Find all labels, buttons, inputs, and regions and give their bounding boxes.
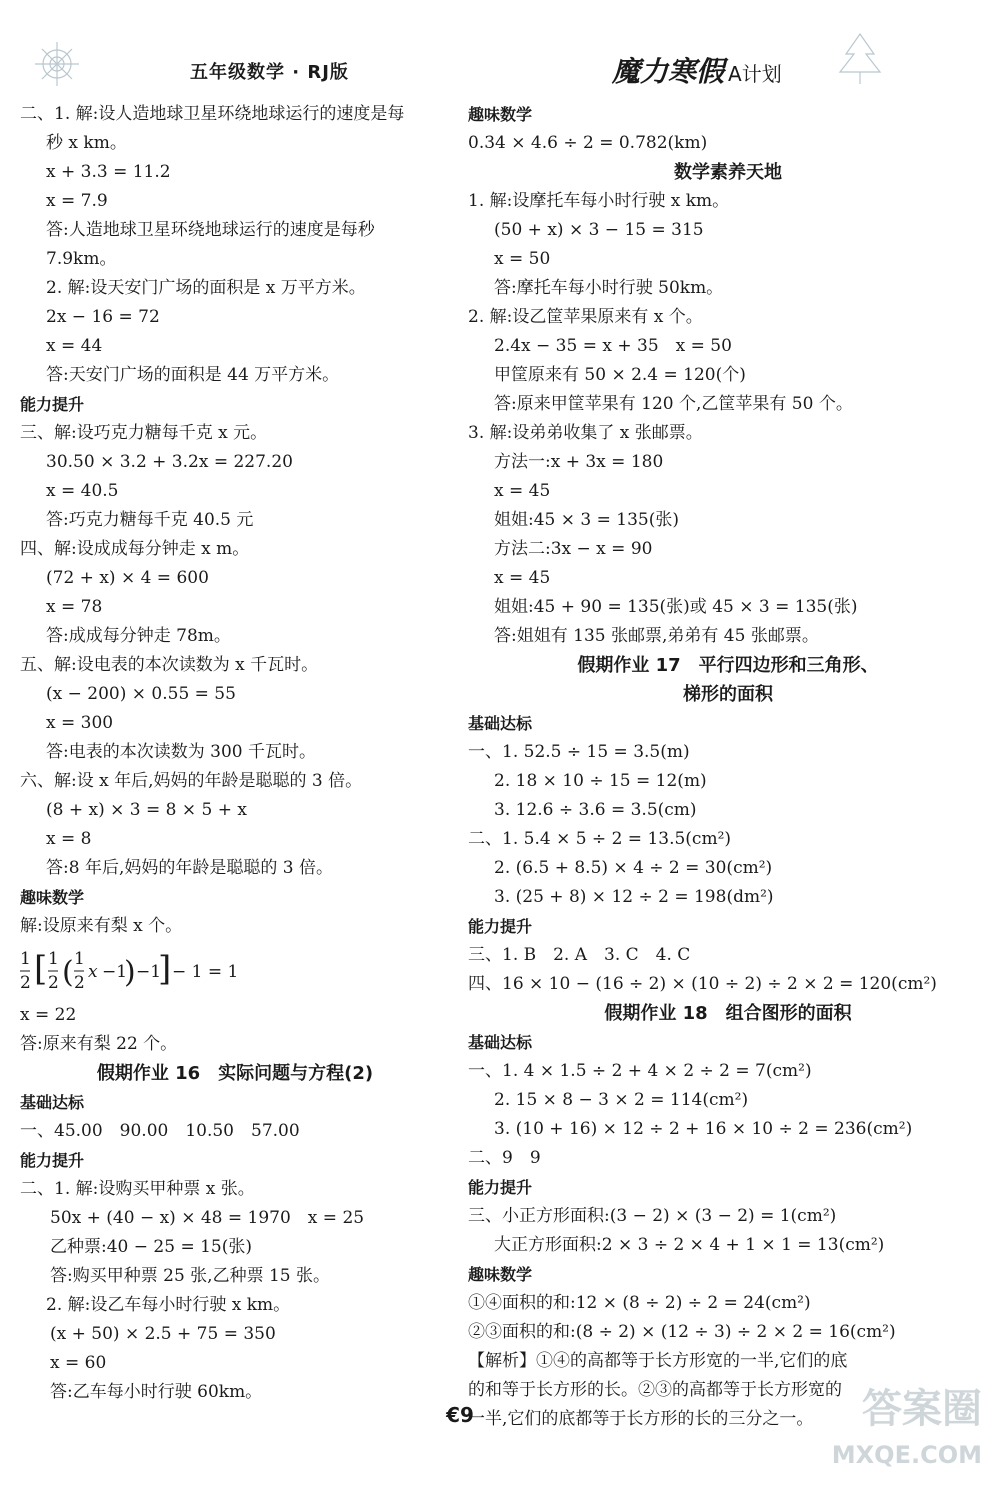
section-title: 假期作业 18 组合图形的面积 [604, 1003, 852, 1024]
answer-line: 一半,它们的底都等于长方形的长的三分之一。 [468, 1409, 814, 1429]
answer-line: 2. (6.5 + 8.5) × 4 ÷ 2 = 30(cm²) [494, 858, 773, 878]
answer-line: 2x − 16 = 72 [46, 307, 160, 327]
subsection-label: 趣味数学 [20, 888, 85, 907]
section-title: 梯形的面积 [683, 684, 773, 705]
answer-line: x = 60 [50, 1353, 107, 1373]
answer-line: 秒 x km。 [46, 133, 127, 153]
answer-line: x = 7.9 [46, 191, 108, 211]
answer-line: ①④面积的和:12 × (8 ÷ 2) ÷ 2 = 24(cm²) [468, 1293, 811, 1313]
answer-line: x = 45 [494, 481, 551, 501]
subsection-label: 基础达标 [20, 1093, 85, 1112]
frac-inner-minus: −1 [102, 962, 128, 982]
subsection-label: 基础达标 [468, 714, 533, 733]
answer-line: 二、9 9 [468, 1148, 541, 1168]
answer-line: 二、1. 5.4 × 5 ÷ 2 = 13.5(cm²) [468, 829, 732, 849]
frac-num-1: 1 [20, 949, 31, 969]
answer-line: 3. 解:设弟弟收集了 x 张邮票。 [468, 423, 703, 443]
answer-line: x = 300 [46, 713, 114, 733]
answer-line: 答:原来有梨 22 个。 [20, 1034, 178, 1054]
answer-line: x = 78 [46, 597, 103, 617]
answer-line: 2. 15 × 8 − 3 × 2 = 114(cm²) [494, 1090, 749, 1110]
answer-line: x = 8 [46, 829, 92, 849]
answer-line: 【解析】①④的高都等于长方形宽的一半,它们的底 [468, 1351, 848, 1371]
answer-line: x = 40.5 [46, 481, 119, 501]
answer-line: x = 44 [46, 336, 103, 356]
series-title [612, 50, 782, 90]
frac-den-1: 2 [20, 973, 31, 993]
answer-line: 答:8 年后,妈妈的年龄是聪聪的 3 倍。 [46, 858, 333, 878]
answer-line: 3. (25 + 8) × 12 ÷ 2 = 198(dm²) [494, 887, 774, 907]
subsection-label: 趣味数学 [468, 105, 533, 124]
answer-line: 三、1. B 2. A 3. C 4. C [468, 945, 691, 965]
answer-line: 一、1. 52.5 ÷ 15 = 3.5(m) [468, 742, 690, 762]
answer-line: 7.9km。 [46, 249, 117, 269]
answer-line: 2. 18 × 10 ÷ 15 = 12(m) [494, 771, 707, 791]
answer-line: 答:成成每分钟走 78m。 [46, 626, 231, 646]
answer-line: 答:电表的本次读数为 300 千瓦时。 [46, 742, 316, 762]
answer-line: 方法二:3x − x = 90 [494, 539, 653, 559]
watermark-logo [802, 1367, 992, 1477]
frac-num-3: 1 [74, 949, 85, 969]
answer-line: (72 + x) × 4 = 600 [46, 568, 209, 588]
series-title-main: 魔力寒假 [612, 55, 725, 88]
answer-line: x + 3.3 = 11.2 [46, 162, 171, 182]
answer-line: 2. 解:设乙车每小时行驶 x km。 [46, 1295, 291, 1315]
answer-line: 答:摩托车每小时行驶 50km。 [494, 278, 724, 298]
watermark-brand: 答案圈 [862, 1386, 982, 1432]
svg-text:]: ] [158, 949, 172, 989]
answer-line: x = 45 [494, 568, 551, 588]
tree-ornament-icon [830, 30, 890, 90]
answer-line: 的和等于长方形的长。②③的高都等于长方形宽的 [468, 1380, 842, 1400]
answer-line: 0.34 × 4.6 ÷ 2 = 0.782(km) [468, 133, 708, 153]
answer-line: 答:巧克力糖每千克 40.5 元 [46, 510, 254, 530]
answer-line: 2. 解:设天安门广场的面积是 x 万平方米。 [46, 278, 366, 298]
answer-line: 答:姐姐有 135 张邮票,弟弟有 45 张邮票。 [494, 626, 819, 646]
answer-line: 答:原来甲筐苹果有 120 个,乙筐苹果有 50 个。 [494, 394, 853, 414]
left-answer-column [20, 100, 450, 1407]
page-header [0, 0, 1000, 100]
answer-line: 二、1. 解:设购买甲种票 x 张。 [20, 1179, 255, 1199]
subsection-label: 基础达标 [468, 1033, 533, 1052]
answer-line: 甲筐原来有 50 × 2.4 = 120(个) [494, 365, 746, 385]
page-number: €9 [446, 1403, 474, 1427]
section-title: 假期作业 16 实际问题与方程(2) [96, 1063, 374, 1084]
answer-line: 姐姐:45 + 90 = 135(张)或 45 × 3 = 135(张) [494, 597, 858, 617]
series-title-sub: A计划 [728, 62, 782, 86]
answer-line: 二、1. 解:设人造地球卫星环绕地球运行的速度是每 [20, 104, 405, 124]
answer-line: 大正方形面积:2 × 3 ÷ 2 × 4 + 1 × 1 = 13(cm²) [494, 1235, 885, 1255]
subsection-label: 趣味数学 [468, 1265, 533, 1284]
answer-line: 2. 解:设乙筐苹果原来有 x 个。 [468, 307, 703, 327]
answer-line: 30.50 × 3.2 + 3.2x = 227.20 [46, 452, 293, 472]
answer-line: 1. 解:设摩托车每小时行驶 x km。 [468, 191, 730, 211]
answer-line: 四、解:设成成每分钟走 x m。 [20, 539, 250, 559]
answer-line: 3. 12.6 ÷ 3.6 = 3.5(cm) [494, 800, 697, 820]
answer-line: 一、1. 4 × 1.5 ÷ 2 + 4 × 2 ÷ 2 = 7(cm²) [468, 1061, 812, 1081]
answer-line: x = 50 [494, 249, 551, 269]
answer-line: (x − 200) × 0.55 = 55 [46, 684, 236, 704]
svg-text:[: [ [34, 949, 48, 989]
section-title: 数学素养天地 [674, 162, 782, 183]
answer-line: (50 + x) × 3 − 15 = 315 [494, 220, 704, 240]
answer-line: x = 22 [20, 1005, 77, 1025]
frac-den-3: 2 [74, 973, 85, 993]
answer-line: 3. (10 + 16) × 12 ÷ 2 + 16 × 10 ÷ 2 = 236(cm²) [494, 1119, 913, 1139]
answer-line: 六、解:设 x 年后,妈妈的年龄是聪聪的 3 倍。 [20, 771, 363, 791]
svg-text:(: ( [62, 955, 74, 990]
answer-line: 答:人造地球卫星环绕地球运行的速度是每秒 [46, 220, 375, 240]
nested-fraction-equation [20, 941, 450, 1001]
subsection-label: 能力提升 [20, 1151, 85, 1170]
answer-line: 五、解:设电表的本次读数为 x 千瓦时。 [20, 655, 319, 675]
svg-text:): ) [124, 955, 136, 990]
watermark-site: MXQE.COM [831, 1441, 982, 1469]
frac-tail: − 1 = 1 [172, 962, 239, 982]
subsection-label: 能力提升 [468, 1178, 533, 1197]
answer-line: 解:设原来有梨 x 个。 [20, 916, 183, 936]
book-grade-title: 五年级数学 · RJ版 [190, 62, 349, 83]
answer-line: 答:购买甲种票 25 张,乙种票 15 张。 [50, 1266, 331, 1286]
frac-den-2: 2 [48, 973, 59, 993]
answer-line: 三、小正方形面积:(3 − 2) × (3 − 2) = 1(cm²) [468, 1206, 837, 1226]
answer-line: 姐姐:45 × 3 = 135(张) [494, 510, 679, 530]
answer-line: (8 + x) × 3 = 8 × 5 + x [46, 800, 247, 820]
answer-line: 答:乙车每小时行驶 60km。 [50, 1382, 263, 1402]
section-title: 假期作业 17 平行四边形和三角形、 [577, 655, 879, 676]
answer-line: 方法一:x + 3x = 180 [494, 452, 664, 472]
answer-line: 四、16 × 10 − (16 ÷ 2) × (10 ÷ 2) ÷ 2 × 2 = 120(cm²) [468, 974, 937, 994]
answer-line: 2.4x − 35 = x + 35 x = 50 [494, 336, 732, 356]
answer-line: 一、45.00 90.00 10.50 57.00 [20, 1121, 300, 1141]
frac-x: x [88, 962, 98, 982]
frac-num-2: 1 [48, 949, 59, 969]
answer-line: 50x + (40 − x) × 48 = 1970 x = 25 [50, 1208, 365, 1228]
answer-line: 答:天安门广场的面积是 44 万平方米。 [46, 365, 340, 385]
answer-line: ②③面积的和:(8 ÷ 2) × (12 ÷ 3) ÷ 2 × 2 = 16(cm²) [468, 1322, 896, 1342]
subsection-label: 能力提升 [468, 917, 533, 936]
answer-line: 乙种票:40 − 25 = 15(张) [50, 1237, 252, 1257]
snowflake-ornament-icon [22, 38, 92, 90]
answer-line: (x + 50) × 2.5 + 75 = 350 [50, 1324, 276, 1344]
right-answer-column [468, 100, 988, 1434]
frac-mid-minus: −1 [136, 962, 162, 982]
answer-line: 三、解:设巧克力糖每千克 x 元。 [20, 423, 268, 443]
subsection-label: 能力提升 [20, 395, 85, 414]
